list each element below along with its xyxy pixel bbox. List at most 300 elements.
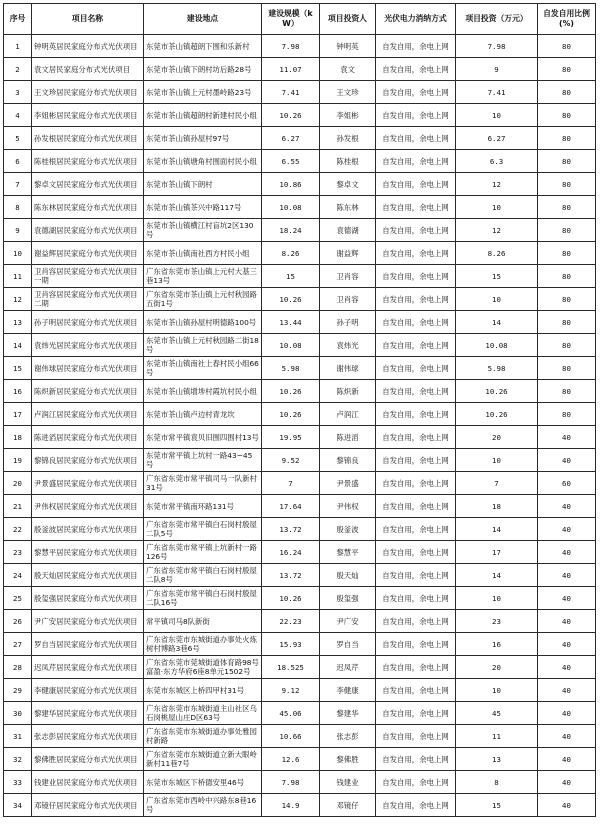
cell-scale: 9.12: [262, 679, 320, 702]
cell-project-name: 袁炜光居民家庭分布式光伏项目: [32, 334, 144, 357]
cell-project-name: 黎慧平居民家庭分布式光伏项目: [32, 541, 144, 564]
cell-self-use-ratio: 80: [538, 35, 596, 58]
cell-location: 东莞市茶山镇超朗村新建村民小组: [144, 104, 262, 127]
project-table: [3, 3, 596, 817]
table-row: [4, 403, 596, 426]
cell-location: 东莞市茶山镇卢边村青龙坎: [144, 403, 262, 426]
cell-consumption-mode: 自发自用，余电上网: [376, 334, 456, 357]
cell-consumption-mode: 自发自用，余电上网: [376, 771, 456, 794]
cell-scale: 10.26: [262, 104, 320, 127]
cell-project-name: 李姐彬居民家庭分布式光伏项目: [32, 104, 144, 127]
cell-seq: 2: [4, 58, 32, 81]
cell-seq: 8: [4, 196, 32, 219]
cell-investor: 谢伟球: [320, 357, 376, 380]
cell-scale: 15.93: [262, 633, 320, 656]
cell-self-use-ratio: 80: [538, 403, 596, 426]
cell-consumption-mode: 自发自用，余电上网: [376, 403, 456, 426]
table-row: [4, 150, 596, 173]
cell-project-name: 黎建华居民家庭分布式光伏项目: [32, 702, 144, 725]
cell-investment: 17: [456, 541, 538, 564]
cell-scale: 18.525: [262, 656, 320, 679]
cell-investment: 8.26: [456, 242, 538, 265]
cell-project-name: 孙发根居民家庭分布式光伏项目: [32, 127, 144, 150]
cell-self-use-ratio: 80: [538, 150, 596, 173]
cell-seq: 31: [4, 725, 32, 748]
cell-investor: 谢益辉: [320, 242, 376, 265]
cell-investor: 黎慧平: [320, 541, 376, 564]
cell-consumption-mode: 自发自用，余电上网: [376, 380, 456, 403]
cell-seq: 28: [4, 656, 32, 679]
cell-location: 广东省东莞市常平镇上坑新村一路126号: [144, 541, 262, 564]
cell-seq: 17: [4, 403, 32, 426]
cell-investor: 李健康: [320, 679, 376, 702]
cell-investor: 王文珍: [320, 81, 376, 104]
cell-consumption-mode: 自发自用，余电上网: [376, 748, 456, 771]
cell-scale: 17.64: [262, 495, 320, 518]
cell-location: 东莞市茶山镇茶兴中路117号: [144, 196, 262, 219]
cell-project-name: 尹广安居民家庭分布式光伏项目: [32, 610, 144, 633]
table-row: [4, 219, 596, 242]
table-row: [4, 656, 596, 679]
cell-location: 广东省东莞市莞城街道体育路98号富盈·东方华府6座8单元1502号: [144, 656, 262, 679]
cell-self-use-ratio: 80: [538, 58, 596, 81]
cell-seq: 18: [4, 426, 32, 449]
cell-investment: 12: [456, 219, 538, 242]
cell-self-use-ratio: 40: [538, 426, 596, 449]
table-row: [4, 104, 596, 127]
cell-location: 广东省东莞市常平镇司马一队新村31号: [144, 472, 262, 495]
cell-investor: 殷釜波: [320, 518, 376, 541]
cell-investor: 黎卓文: [320, 173, 376, 196]
cell-scale: 7.98: [262, 771, 320, 794]
cell-consumption-mode: 自发自用，余电上网: [376, 679, 456, 702]
cell-investor: 殷天灿: [320, 564, 376, 587]
table-row: [4, 587, 596, 610]
cell-consumption-mode: 自发自用，余电上网: [376, 357, 456, 380]
cell-investment: 20: [456, 656, 538, 679]
cell-self-use-ratio: 80: [538, 242, 596, 265]
cell-seq: 4: [4, 104, 32, 127]
cell-investment: 10.26: [456, 380, 538, 403]
cell-self-use-ratio: 80: [538, 380, 596, 403]
cell-location: 广东省东莞市东城街道办事处雅园村新路: [144, 725, 262, 748]
cell-project-name: 谢益辉居民家庭分布式光伏项目: [32, 242, 144, 265]
table-row: [4, 127, 596, 150]
cell-seq: 34: [4, 794, 32, 817]
cell-scale: 13.44: [262, 311, 320, 334]
cell-project-name: 陈东林居民家庭分布式光伏项目: [32, 196, 144, 219]
cell-project-name: 罗自当居民家庭分布式光伏项目: [32, 633, 144, 656]
cell-consumption-mode: 自发自用，余电上网: [376, 518, 456, 541]
cell-consumption-mode: 自发自用，余电上网: [376, 288, 456, 311]
cell-consumption-mode: 自发自用，余电上网: [376, 81, 456, 104]
cell-investor: 卢润江: [320, 403, 376, 426]
cell-consumption-mode: 自发自用，余电上网: [376, 702, 456, 725]
cell-location: 广东省东莞市常平镇白石岗村殷屋二队16号: [144, 587, 262, 610]
cell-location: 东莞市常平镇袁贝旧围四围村13号: [144, 426, 262, 449]
cell-consumption-mode: 自发自用，余电上网: [376, 311, 456, 334]
cell-scale: 19.95: [262, 426, 320, 449]
cell-scale: 6.27: [262, 127, 320, 150]
cell-investor: 孙发根: [320, 127, 376, 150]
header-row: [4, 4, 596, 35]
cell-seq: 29: [4, 679, 32, 702]
cell-project-name: 陈桂根居民家庭分布式光伏项目: [32, 150, 144, 173]
cell-location: 东莞市茶山镇横江村盲坑2区130号: [144, 219, 262, 242]
cell-self-use-ratio: 80: [538, 357, 596, 380]
cell-investor: 黎建华: [320, 702, 376, 725]
cell-location: 东莞市东城区下桥德安里46号: [144, 771, 262, 794]
table-row: [4, 679, 596, 702]
cell-self-use-ratio: 40: [538, 610, 596, 633]
table-row: [4, 472, 596, 495]
cell-investment: 10: [456, 104, 538, 127]
cell-consumption-mode: 自发自用，余电上网: [376, 35, 456, 58]
header-location: 建设地点: [144, 4, 262, 35]
table-row: [4, 449, 596, 472]
table-body: [4, 35, 596, 817]
cell-self-use-ratio: 80: [538, 173, 596, 196]
cell-seq: 25: [4, 587, 32, 610]
cell-project-name: 陈炽新居民家庭分布式光伏项目: [32, 380, 144, 403]
cell-location: 东莞市茶山镇孙屋村97号: [144, 127, 262, 150]
cell-location: 东莞市茶山镇南社西方村民小组: [144, 242, 262, 265]
cell-self-use-ratio: 40: [538, 794, 596, 817]
cell-scale: 10.08: [262, 334, 320, 357]
cell-investor: 黎佛胜: [320, 748, 376, 771]
cell-consumption-mode: 自发自用，余电上网: [376, 426, 456, 449]
cell-investor: 孙子明: [320, 311, 376, 334]
cell-consumption-mode: 自发自用，余电上网: [376, 725, 456, 748]
cell-investment: 10: [456, 679, 538, 702]
cell-consumption-mode: 自发自用，余电上网: [376, 196, 456, 219]
cell-self-use-ratio: 40: [538, 679, 596, 702]
cell-project-name: 张志彭居民家庭分布式光伏项目: [32, 725, 144, 748]
cell-project-name: 袁德湖居民家庭分布式光伏项目: [32, 219, 144, 242]
cell-seq: 22: [4, 518, 32, 541]
table-header: [4, 4, 596, 35]
cell-project-name: 王文珍居民家庭分布式光伏项目: [32, 81, 144, 104]
cell-investor: 尹广安: [320, 610, 376, 633]
cell-consumption-mode: 自发自用，余电上网: [376, 541, 456, 564]
cell-project-name: 尹伟权居民家庭分布式光伏项目: [32, 495, 144, 518]
cell-consumption-mode: 自发自用，余电上网: [376, 610, 456, 633]
cell-consumption-mode: 自发自用，余电上网: [376, 104, 456, 127]
cell-seq: 26: [4, 610, 32, 633]
cell-investor: 陈进滔: [320, 426, 376, 449]
cell-consumption-mode: 自发自用，余电上网: [376, 242, 456, 265]
cell-location: 东莞市茶山镇上元村墨岭路23号: [144, 81, 262, 104]
table-row: [4, 610, 596, 633]
cell-self-use-ratio: 40: [538, 656, 596, 679]
header-self-use-ratio: 自发自用比例(%): [538, 4, 596, 35]
cell-investor: 尹景盛: [320, 472, 376, 495]
cell-investor: 陈东林: [320, 196, 376, 219]
table-row: [4, 541, 596, 564]
cell-seq: 9: [4, 219, 32, 242]
table-row: [4, 334, 596, 357]
cell-project-name: 黎卓文居民家庭分布式光伏项目: [32, 173, 144, 196]
header-seq: 序号: [4, 4, 32, 35]
cell-self-use-ratio: 40: [538, 541, 596, 564]
table-row: [4, 748, 596, 771]
cell-project-name: 尹景盛居民家庭分布式光伏项目: [32, 472, 144, 495]
cell-investment: 10.26: [456, 403, 538, 426]
cell-investment: 7: [456, 472, 538, 495]
table-row: [4, 794, 596, 817]
cell-seq: 27: [4, 633, 32, 656]
cell-investor: 罗自当: [320, 633, 376, 656]
cell-scale: 7: [262, 472, 320, 495]
cell-investor: 李姐彬: [320, 104, 376, 127]
cell-seq: 16: [4, 380, 32, 403]
cell-project-name: 卢润江居民家庭分布式光伏项目: [32, 403, 144, 426]
cell-investor: 卫肖容: [320, 288, 376, 311]
cell-location: 东莞市茶山镇下朗村: [144, 173, 262, 196]
header-consumption-mode: 光伏电力消纳方式: [376, 4, 456, 35]
cell-scale: 8.26: [262, 242, 320, 265]
cell-scale: 9.52: [262, 449, 320, 472]
cell-seq: 20: [4, 472, 32, 495]
cell-location: 东莞市茶山镇南社上春村民小组66号: [144, 357, 262, 380]
cell-location: 东莞市常平镇上坑村一路43~45号: [144, 449, 262, 472]
table-row: [4, 242, 596, 265]
cell-scale: 6.55: [262, 150, 320, 173]
cell-investment: 11: [456, 725, 538, 748]
cell-investment: 10.08: [456, 334, 538, 357]
table-row: [4, 196, 596, 219]
cell-location: 东莞市茶山镇塘角村围面村民小组: [144, 150, 262, 173]
cell-investor: 邓镜仔: [320, 794, 376, 817]
table-row: [4, 357, 596, 380]
cell-scale: 12.6: [262, 748, 320, 771]
cell-consumption-mode: 自发自用，余电上网: [376, 58, 456, 81]
cell-location: 东莞市茶山镇超朗下围和乐新村: [144, 35, 262, 58]
cell-investor: 卫肖容: [320, 265, 376, 288]
cell-investment: 6.3: [456, 150, 538, 173]
cell-self-use-ratio: 40: [538, 702, 596, 725]
cell-location: 广东省东莞市东城街道办事处火炼树村博路3巷6号: [144, 633, 262, 656]
cell-seq: 19: [4, 449, 32, 472]
cell-self-use-ratio: 80: [538, 265, 596, 288]
cell-seq: 12: [4, 288, 32, 311]
table-row: [4, 265, 596, 288]
cell-location: 常平镇司马8队新街: [144, 610, 262, 633]
cell-investor: 张志彭: [320, 725, 376, 748]
table-row: [4, 311, 596, 334]
cell-seq: 3: [4, 81, 32, 104]
cell-location: 东莞市茶山镇下朗村坊后路28号: [144, 58, 262, 81]
cell-project-name: 李健康居民家庭分布式光伏项目: [32, 679, 144, 702]
table-row: [4, 518, 596, 541]
cell-scale: 22.23: [262, 610, 320, 633]
cell-project-name: 谢伟球居民家庭分布式光伏项目: [32, 357, 144, 380]
cell-investment: 7.98: [456, 35, 538, 58]
header-investor: 项目投资人: [320, 4, 376, 35]
cell-investor: 殷玺强: [320, 587, 376, 610]
cell-project-name: 卫肖容居民家庭分布式光伏项目一期: [32, 265, 144, 288]
cell-seq: 5: [4, 127, 32, 150]
cell-investor: 黎锦良: [320, 449, 376, 472]
cell-investor: 迟凤芹: [320, 656, 376, 679]
header-project-name: 项目名称: [32, 4, 144, 35]
cell-scale: 10.86: [262, 173, 320, 196]
cell-location: 广东省东莞市茶山镇上元村秋园路五街1号: [144, 288, 262, 311]
cell-seq: 15: [4, 357, 32, 380]
cell-investment: 10: [456, 196, 538, 219]
cell-investment: 5.98: [456, 357, 538, 380]
cell-seq: 1: [4, 35, 32, 58]
cell-investment: 20: [456, 426, 538, 449]
cell-location: 广东省东莞市西岭中兴路东8巷16号: [144, 794, 262, 817]
table-row: [4, 35, 596, 58]
cell-location: 东莞市常平镇南环路131号: [144, 495, 262, 518]
cell-location: 广东省东莞市茶山镇上元村大基三巷13号: [144, 265, 262, 288]
cell-investment: 18: [456, 495, 538, 518]
cell-consumption-mode: 自发自用，余电上网: [376, 265, 456, 288]
table-row: [4, 81, 596, 104]
cell-self-use-ratio: 40: [538, 725, 596, 748]
cell-self-use-ratio: 80: [538, 104, 596, 127]
table-row: [4, 288, 596, 311]
cell-self-use-ratio: 60: [538, 472, 596, 495]
cell-scale: 10.26: [262, 380, 320, 403]
cell-scale: 7.41: [262, 81, 320, 104]
cell-investment: 23: [456, 610, 538, 633]
cell-consumption-mode: 自发自用，余电上网: [376, 173, 456, 196]
cell-project-name: 孙子明居民家庭分布式光伏项目: [32, 311, 144, 334]
cell-project-name: 殷玺强居民家庭分布式光伏项目: [32, 587, 144, 610]
cell-investor: 陈桂根: [320, 150, 376, 173]
cell-project-name: 殷天灿居民家庭分布式光伏项目: [32, 564, 144, 587]
cell-self-use-ratio: 40: [538, 449, 596, 472]
cell-scale: 13.72: [262, 564, 320, 587]
cell-scale: 10.08: [262, 196, 320, 219]
cell-investor: 袁文: [320, 58, 376, 81]
cell-location: 广东省东莞市东城街道主山社区乌石岗桃屋山庄D区63号: [144, 702, 262, 725]
cell-project-name: 钟明英居民家庭分布式光伏项目: [32, 35, 144, 58]
cell-investment: 15: [456, 794, 538, 817]
cell-consumption-mode: 自发自用，余电上网: [376, 449, 456, 472]
cell-investment: 8: [456, 771, 538, 794]
table-row: [4, 633, 596, 656]
cell-investment: 14: [456, 311, 538, 334]
cell-seq: 6: [4, 150, 32, 173]
cell-consumption-mode: 自发自用，余电上网: [376, 656, 456, 679]
cell-seq: 33: [4, 771, 32, 794]
cell-location: 广东省东莞市常平镇白石岗村殷屋二队8号: [144, 564, 262, 587]
cell-self-use-ratio: 80: [538, 219, 596, 242]
cell-project-name: 迟凤芹居民家庭分布式光伏项目: [32, 656, 144, 679]
cell-investor: 陈炽新: [320, 380, 376, 403]
cell-seq: 24: [4, 564, 32, 587]
table-row: [4, 58, 596, 81]
cell-scale: 10.66: [262, 725, 320, 748]
cell-self-use-ratio: 40: [538, 771, 596, 794]
cell-scale: 18.24: [262, 219, 320, 242]
cell-investment: 9: [456, 58, 538, 81]
cell-self-use-ratio: 80: [538, 196, 596, 219]
cell-self-use-ratio: 80: [538, 334, 596, 357]
cell-investment: 45: [456, 702, 538, 725]
table-row: [4, 725, 596, 748]
cell-investment: 16: [456, 633, 538, 656]
cell-self-use-ratio: 80: [538, 311, 596, 334]
cell-consumption-mode: 自发自用，余电上网: [376, 127, 456, 150]
cell-investment: 10: [456, 449, 538, 472]
cell-consumption-mode: 自发自用，余电上网: [376, 472, 456, 495]
table-row: [4, 495, 596, 518]
cell-investment: 13: [456, 748, 538, 771]
cell-investor: 钟明英: [320, 35, 376, 58]
cell-location: 东莞市东城区上桥四甲村31号: [144, 679, 262, 702]
cell-investment: 14: [456, 564, 538, 587]
cell-scale: 10.26: [262, 403, 320, 426]
cell-seq: 7: [4, 173, 32, 196]
cell-investor: 钱建业: [320, 771, 376, 794]
table-row: [4, 380, 596, 403]
cell-consumption-mode: 自发自用，余电上网: [376, 564, 456, 587]
cell-self-use-ratio: 80: [538, 288, 596, 311]
cell-project-name: 殷釜波居民家庭分布式光伏项目: [32, 518, 144, 541]
cell-scale: 16.24: [262, 541, 320, 564]
cell-scale: 15: [262, 265, 320, 288]
cell-scale: 10.26: [262, 288, 320, 311]
cell-investment: 10: [456, 587, 538, 610]
cell-self-use-ratio: 40: [538, 633, 596, 656]
cell-investor: 袁德湖: [320, 219, 376, 242]
cell-consumption-mode: 自发自用，余电上网: [376, 794, 456, 817]
cell-seq: 13: [4, 311, 32, 334]
cell-scale: 11.07: [262, 58, 320, 81]
cell-investment: 6.27: [456, 127, 538, 150]
cell-project-name: 黎锦良居民家庭分布式光伏项目: [32, 449, 144, 472]
table-row: [4, 771, 596, 794]
cell-project-name: 邓镜仔居民家庭分布式光伏项目: [32, 794, 144, 817]
cell-project-name: 钱建业居民家庭分布式光伏项目: [32, 771, 144, 794]
cell-seq: 32: [4, 748, 32, 771]
table-row: [4, 426, 596, 449]
cell-scale: 5.98: [262, 357, 320, 380]
cell-self-use-ratio: 80: [538, 81, 596, 104]
cell-location: 东莞市茶山镇孙屋村明德路100号: [144, 311, 262, 334]
cell-self-use-ratio: 40: [538, 587, 596, 610]
cell-seq: 11: [4, 265, 32, 288]
cell-project-name: 黎佛胜居民家庭分布式光伏项目: [32, 748, 144, 771]
cell-seq: 21: [4, 495, 32, 518]
cell-scale: 13.72: [262, 518, 320, 541]
cell-self-use-ratio: 40: [538, 748, 596, 771]
table-row: [4, 564, 596, 587]
table-row: [4, 702, 596, 725]
cell-investment: 15: [456, 265, 538, 288]
cell-seq: 30: [4, 702, 32, 725]
cell-scale: 7.98: [262, 35, 320, 58]
header-scale: 建设规模（kW）: [262, 4, 320, 35]
cell-consumption-mode: 自发自用，余电上网: [376, 587, 456, 610]
cell-investment: 14: [456, 518, 538, 541]
cell-consumption-mode: 自发自用，余电上网: [376, 150, 456, 173]
cell-project-name: 袁文居民家庭分布式光伏项目: [32, 58, 144, 81]
cell-location: 东莞市茶山镇增埗村霞坑村民小组: [144, 380, 262, 403]
cell-project-name: 陈进滔居民家庭分布式光伏项目: [32, 426, 144, 449]
header-investment: 项目投资（万元）: [456, 4, 538, 35]
cell-seq: 23: [4, 541, 32, 564]
cell-location: 东莞市茶山镇上元村秋园路二街18号: [144, 334, 262, 357]
cell-self-use-ratio: 40: [538, 495, 596, 518]
cell-seq: 10: [4, 242, 32, 265]
cell-self-use-ratio: 40: [538, 564, 596, 587]
